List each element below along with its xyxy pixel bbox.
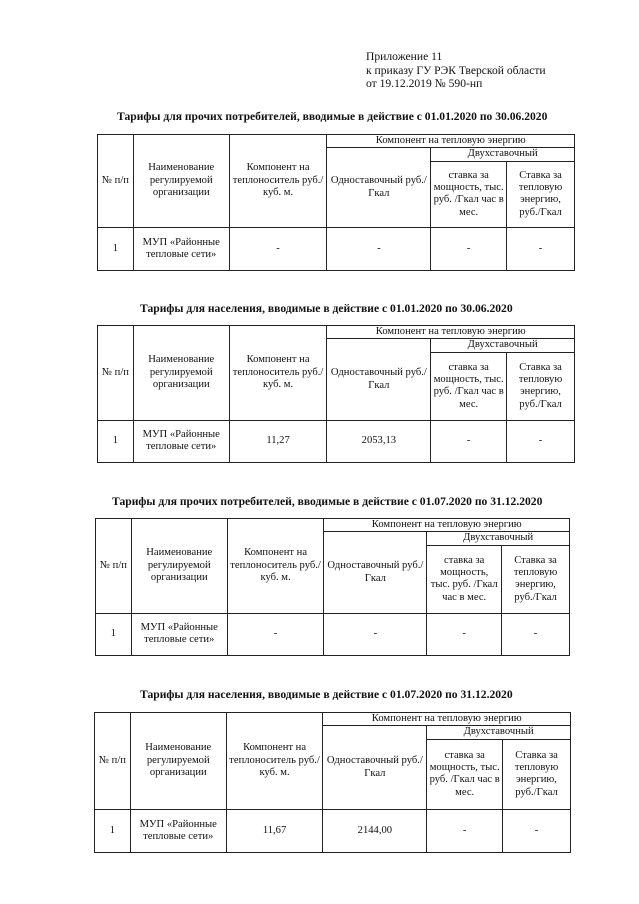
row-org: МУП «Районные тепловые сети» (133, 227, 229, 270)
header-two-part: Двухставочный (431, 339, 575, 352)
header-energy: Компонент на тепловую энергию (323, 713, 571, 726)
row-single: 2144,00 (323, 809, 427, 852)
table-2-title: Тарифы для населения, вводимые в действие с 01.01.2020 по 30.06.2020 (140, 302, 513, 315)
header-carrier: Компонент на теплоноситель руб./куб. м. (226, 713, 323, 810)
header-power: ставка за мощность, тыс. руб. /Гкал час в мес. (427, 739, 503, 809)
header-single: Одноставочный руб./Гкал (324, 532, 427, 613)
appendix-note (366, 50, 546, 91)
tariff-table-1 (97, 134, 575, 271)
header-org: Наименование регулируемой организации (133, 326, 229, 421)
header-num: № п/п (98, 135, 134, 228)
row-carrier: - (227, 613, 324, 655)
row-power: - (427, 613, 502, 655)
header-power: ставка за мощность, тыс. руб. /Гкал час в мес. (427, 545, 502, 613)
header-energy-rate: Ставка за тепловую энергию, руб./Гкал (507, 161, 575, 227)
header-power: ставка за мощность, тыс. руб. /Гкал час в мес. (431, 161, 507, 227)
header-two-part: Двухставочный (427, 726, 571, 739)
header-energy: Компонент на тепловую энергию (324, 519, 570, 532)
header-single: Одноставочный руб./Гкал (323, 726, 427, 809)
appendix-line-1: Приложение 11 (366, 50, 443, 63)
header-org: Наименование регулируемой организации (133, 135, 229, 228)
header-num: № п/п (96, 519, 132, 614)
header-single: Одноставочный руб./Гкал (327, 148, 431, 227)
header-carrier: Компонент на теплоноситель руб./куб. м. (229, 326, 327, 421)
table-row (98, 420, 575, 462)
table-row (98, 227, 575, 270)
header-energy-rate: Ставка за тепловую энергию, руб./Гкал (507, 352, 575, 420)
appendix-line-2: к приказу ГУ РЭК Тверской области (366, 63, 546, 77)
row-org: МУП «Районные тепловые сети» (131, 613, 227, 655)
table-row (95, 809, 571, 852)
row-num: 1 (98, 227, 134, 270)
header-num: № п/п (95, 713, 131, 810)
row-single: - (327, 227, 431, 270)
row-power: - (431, 227, 507, 270)
row-energy: - (507, 420, 575, 462)
row-single: 2053,13 (327, 420, 431, 462)
header-org: Наименование регулируемой организации (131, 519, 227, 614)
row-power: - (427, 809, 503, 852)
table-1-title: Тарифы для прочих потребителей, вводимые в действие с 01.01.2020 по 30.06.2020 (117, 110, 548, 123)
row-energy: - (502, 613, 570, 655)
table-4-title: Тарифы для населения, вводимые в действие с 01.07.2020 по 31.12.2020 (140, 688, 513, 701)
row-org: МУП «Районные тепловые сети» (130, 809, 226, 852)
tariff-table-2 (97, 325, 575, 463)
row-num: 1 (98, 420, 134, 462)
row-org: МУП «Районные тепловые сети» (133, 420, 229, 462)
header-org: Наименование регулируемой организации (130, 713, 226, 810)
row-single: - (324, 613, 427, 655)
row-power: - (431, 420, 507, 462)
row-carrier: 11,67 (226, 809, 323, 852)
row-num: 1 (95, 809, 131, 852)
header-single: Одноставочный руб./Гкал (327, 339, 431, 420)
header-power: ставка за мощность, тыс. руб. /Гкал час в мес. (431, 352, 507, 420)
table-row (96, 613, 570, 655)
header-energy: Компонент на тепловую энергию (327, 326, 575, 339)
header-two-part: Двухставочный (427, 532, 570, 545)
row-carrier: - (229, 227, 327, 270)
appendix-line-3: от 19.12.2019 № 590-нп (366, 77, 483, 91)
header-num: № п/п (98, 326, 134, 421)
row-num: 1 (96, 613, 132, 655)
header-energy-rate: Ставка за тепловую энергию, руб./Гкал (502, 545, 570, 613)
row-energy: - (503, 809, 571, 852)
tariff-table-4 (94, 712, 571, 853)
tariff-table-3 (95, 518, 570, 656)
header-energy: Компонент на тепловую энергию (327, 135, 575, 148)
header-carrier: Компонент на теплоноситель руб./куб. м. (229, 135, 327, 228)
header-energy-rate: Ставка за тепловую энергию, руб./Гкал (503, 739, 571, 809)
header-two-part: Двухставочный (431, 148, 575, 161)
row-energy: - (507, 227, 575, 270)
row-carrier: 11,27 (229, 420, 327, 462)
table-3-title: Тарифы для прочих потребителей, вводимые в действие с 01.07.2020 по 31.12.2020 (112, 495, 543, 508)
header-carrier: Компонент на теплоноситель руб./куб. м. (227, 519, 324, 614)
